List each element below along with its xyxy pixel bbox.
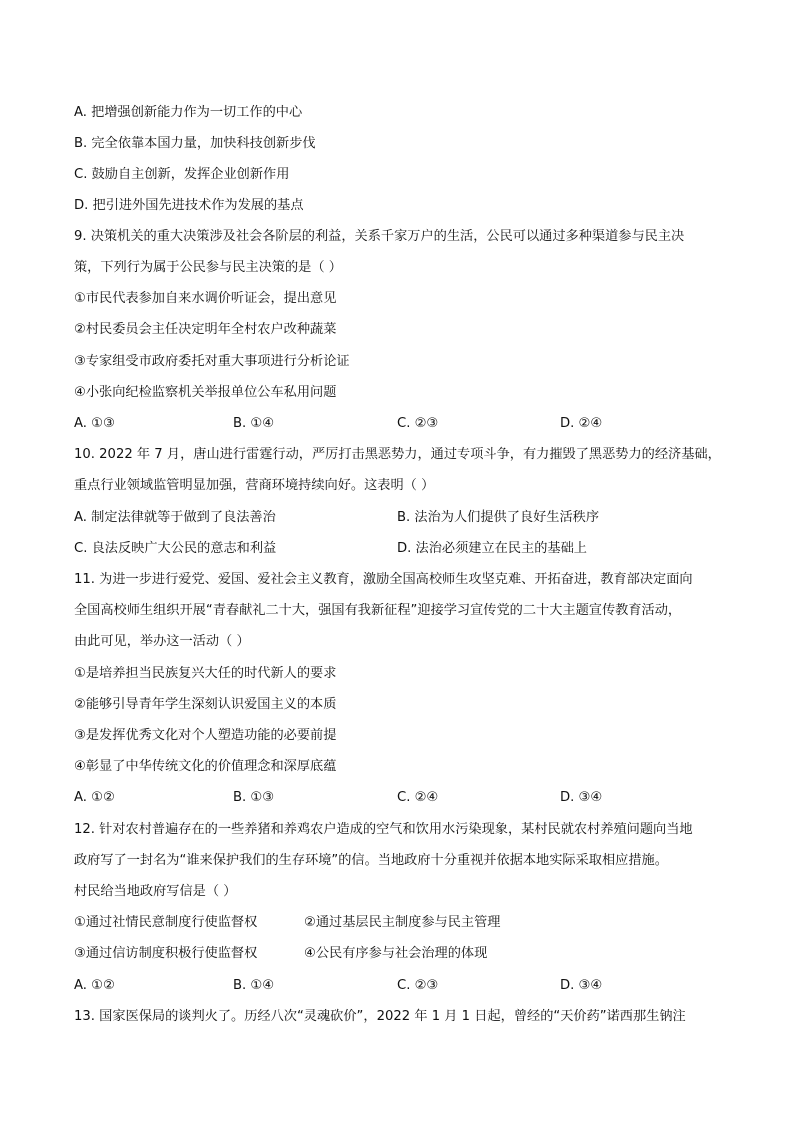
- q9-stem-line-1: 9. 决策机关的重大决策涉及社会各阶层的利益，关系千家万户的生活，公民可以通过多种渠道参与民主决: [74, 229, 685, 244]
- q12-items-row-2: [74, 945, 734, 963]
- q12-option-b: B. ①④: [233, 978, 275, 993]
- q9-item-1: ①市民代表参加自来水调价听证会，提出意见: [74, 291, 337, 306]
- q10-stem-line-1: 10. 2022 年 7 月，唐山进行雷霆行动，严厉打击黑恶势力，通过专项斗争，有力摧毁了黑恶势力的经济基础，: [74, 447, 721, 462]
- q10-options-row-1: [74, 509, 734, 527]
- q11-stem-line-3: 由此可见，举办这一活动（ ）: [74, 634, 250, 649]
- q11-option-b: B. ①③: [233, 790, 275, 805]
- q8-option-a: A. 把增强创新能力作为一切工作的中心: [74, 105, 303, 120]
- q12-option-c: C. ②③: [397, 978, 439, 993]
- q12-stem-line-2: 政府写了一封名为“谁来保护我们的生存环境”的信。当地政府十分重视并依据本地实际采取相应措施。: [74, 853, 668, 868]
- q10-option-a: A. 制定法律就等于做到了良法善治: [74, 510, 276, 525]
- q12-items-row-1: [74, 914, 734, 932]
- q10-options-row-2: [74, 540, 734, 558]
- q9-item-4: ④小张向纪检监察机关举报单位公车私用问题: [74, 385, 337, 400]
- q10-option-c: C. 良法反映广大公民的意志和利益: [74, 541, 277, 556]
- q10-option-b: B. 法治为人们提供了良好生活秩序: [397, 510, 600, 525]
- q11-stem-line-1: 11. 为进一步进行爱党、爱国、爱社会主义教育，激励全国高校师生攻坚克难、开拓奋进，教育部决定面向: [74, 572, 693, 587]
- q10-option-d: D. 法治必须建立在民主的基础上: [397, 541, 587, 556]
- q9-option-d: D. ②④: [560, 416, 603, 431]
- q8-option-c: C. 鼓励自主创新，发挥企业创新作用: [74, 167, 290, 182]
- q9-option-a: A. ①③: [74, 416, 115, 431]
- q12-option-d: D. ③④: [560, 978, 603, 993]
- q9-options: [74, 415, 734, 433]
- q11-item-2: ②能够引导青年学生深刻认识爱国主义的本质: [74, 697, 337, 712]
- q12-item-4: ④公民有序参与社会治理的体现: [304, 946, 488, 961]
- q12-item-1: ①通过社情民意制度行使监督权: [74, 915, 258, 930]
- q9-item-2: ②村民委员会主任决定明年全村农户改种蔬菜: [74, 322, 337, 337]
- q12-options: [74, 977, 734, 995]
- q9-option-c: C. ②③: [397, 416, 439, 431]
- q8-option-b: B. 完全依靠本国力量，加快科技创新步伐: [74, 136, 316, 151]
- q11-item-3: ③是发挥优秀文化对个人塑造功能的必要前提: [74, 728, 337, 743]
- q11-option-c: C. ②④: [397, 790, 439, 805]
- q11-item-4: ④彰显了中华传统文化的价值理念和深厚底蕴: [74, 759, 337, 774]
- q12-item-3: ③通过信访制度积极行使监督权: [74, 946, 258, 961]
- q12-item-2: ②通过基层民主制度参与民主管理: [304, 915, 501, 930]
- q12-option-a: A. ①②: [74, 978, 115, 993]
- q9-option-b: B. ①④: [233, 416, 275, 431]
- q13-stem-line-1: 13. 国家医保局的谈判火了。历经八次“灵魂砍价”，2022 年 1 月 1 日起，曾经的“天价药”诺西那生钠注: [74, 1009, 686, 1024]
- q11-option-a: A. ①②: [74, 790, 115, 805]
- q12-stem-line-1: 12. 针对农村普遍存在的一些养猪和养鸡农户造成的空气和饮用水污染现象，某村民就农村养殖问题向当地: [74, 822, 693, 837]
- q10-stem-line-2: 重点行业领域监管明显加强，营商环境持续向好。这表明（ ）: [74, 478, 435, 493]
- q8-option-d: D. 把引进外国先进技术作为发展的基点: [74, 198, 304, 213]
- q9-item-3: ③专家组受市政府委托对重大事项进行分析论证: [74, 354, 350, 369]
- q11-item-1: ①是培养担当民族复兴大任的时代新人的要求: [74, 666, 337, 681]
- q9-stem-line-2: 策，下列行为属于公民参与民主决策的是（ ）: [74, 260, 342, 275]
- q12-stem-line-3: 村民给当地政府写信是（ ）: [74, 884, 237, 899]
- q11-stem-line-2: 全国高校师生组织开展“青春献礼二十大，强国有我新征程”迎接学习宣传党的二十大主题宣传教育活动，: [74, 603, 682, 618]
- q11-options: [74, 789, 734, 807]
- q11-option-d: D. ③④: [560, 790, 603, 805]
